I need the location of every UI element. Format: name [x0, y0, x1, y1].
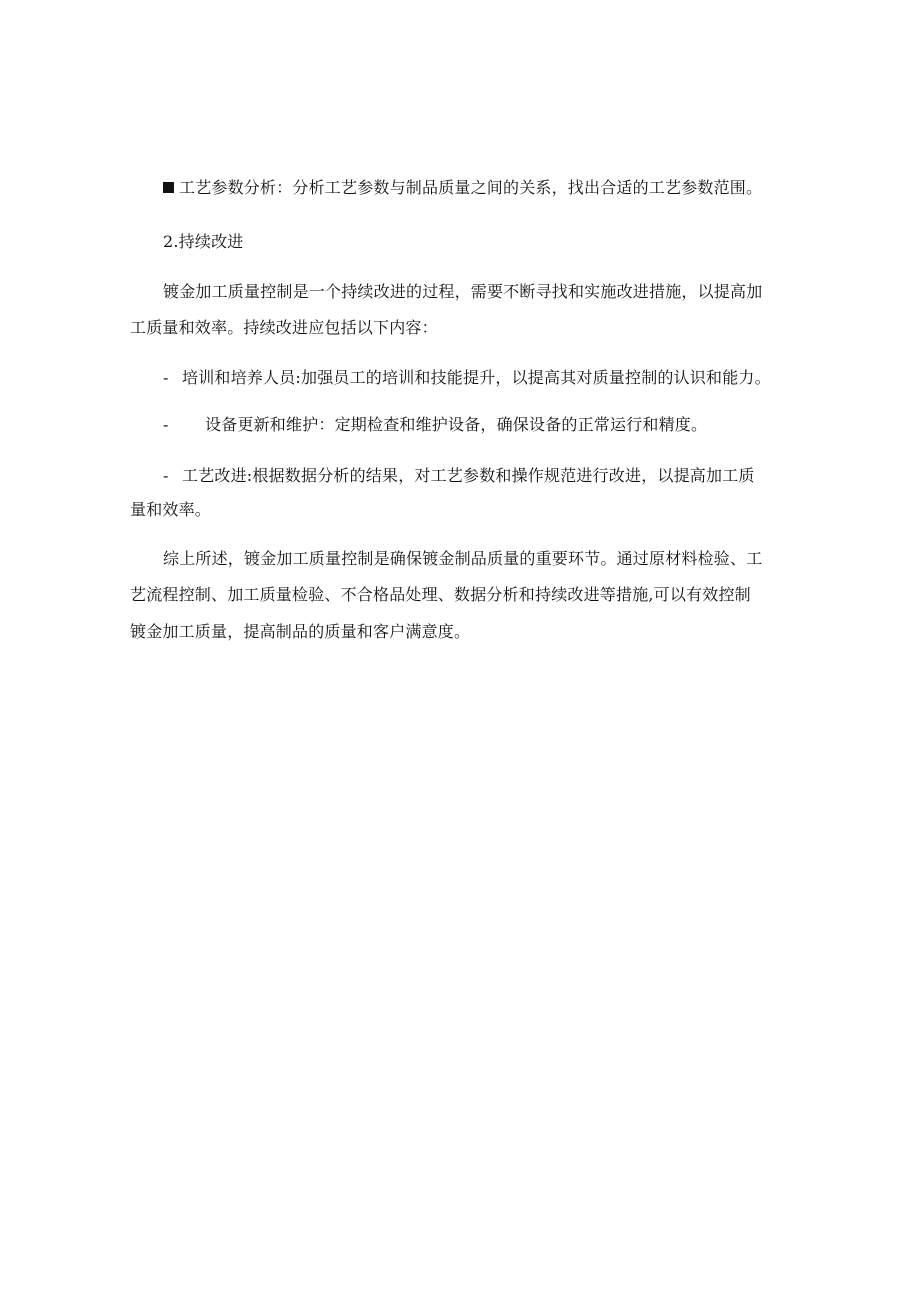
list-item-process-improvement-line-2	[130, 500, 211, 520]
list-item-text: 工艺改进:根据数据分析的结果，对工艺参数和操作规范进行改进，以提高加工质	[182, 466, 755, 485]
summary-text: 镀金加工质量，提高制品的质量和客户满意度。	[130, 622, 471, 641]
list-item-training	[163, 368, 771, 388]
summary-text: 综上所述，镀金加工质量控制是确保镀金制品质量的重要环节。通过原材料检验、工	[163, 549, 763, 568]
list-item-text: 量和效率。	[130, 500, 212, 519]
dash-bullet: -	[163, 415, 169, 434]
bullet-item-process-params	[163, 178, 762, 198]
paragraph-text: 工质量和效率。持续改进应包括以下内容：	[130, 318, 438, 337]
list-item-text: 设备更新和维护：定期检查和维护设备，确保设备的正常运行和精度。	[205, 415, 708, 434]
bullet-item-text: 工艺参数分析：分析工艺参数与制品质量之间的关系，找出合适的工艺参数范围。	[179, 178, 763, 197]
summary-text: 艺流程控制、加工质量检验、不合格品处理、数据分析和持续改进等措施,可以有效控制	[130, 585, 751, 604]
paragraph-text: 镀金加工质量控制是一个持续改进的过程，需要不断寻找和实施改进措施，以提高加	[163, 282, 763, 301]
summary-line-3	[130, 622, 470, 642]
section-heading	[163, 232, 243, 252]
paragraph-1-line-1	[163, 282, 762, 302]
list-item-equipment	[163, 415, 707, 435]
list-item-text: 培训和培养人员:加强员工的培训和技能提升，以提高其对质量控制的认识和能力。	[182, 368, 771, 387]
summary-line-1	[163, 549, 762, 569]
dash-bullet: -	[163, 466, 169, 485]
list-item-process-improvement-line-1	[163, 466, 755, 486]
section-heading-text: 2.持续改进	[163, 232, 244, 251]
summary-line-2	[130, 585, 751, 605]
paragraph-1-line-2	[130, 318, 438, 338]
dash-bullet: -	[163, 368, 169, 387]
square-bullet-icon	[163, 182, 174, 193]
